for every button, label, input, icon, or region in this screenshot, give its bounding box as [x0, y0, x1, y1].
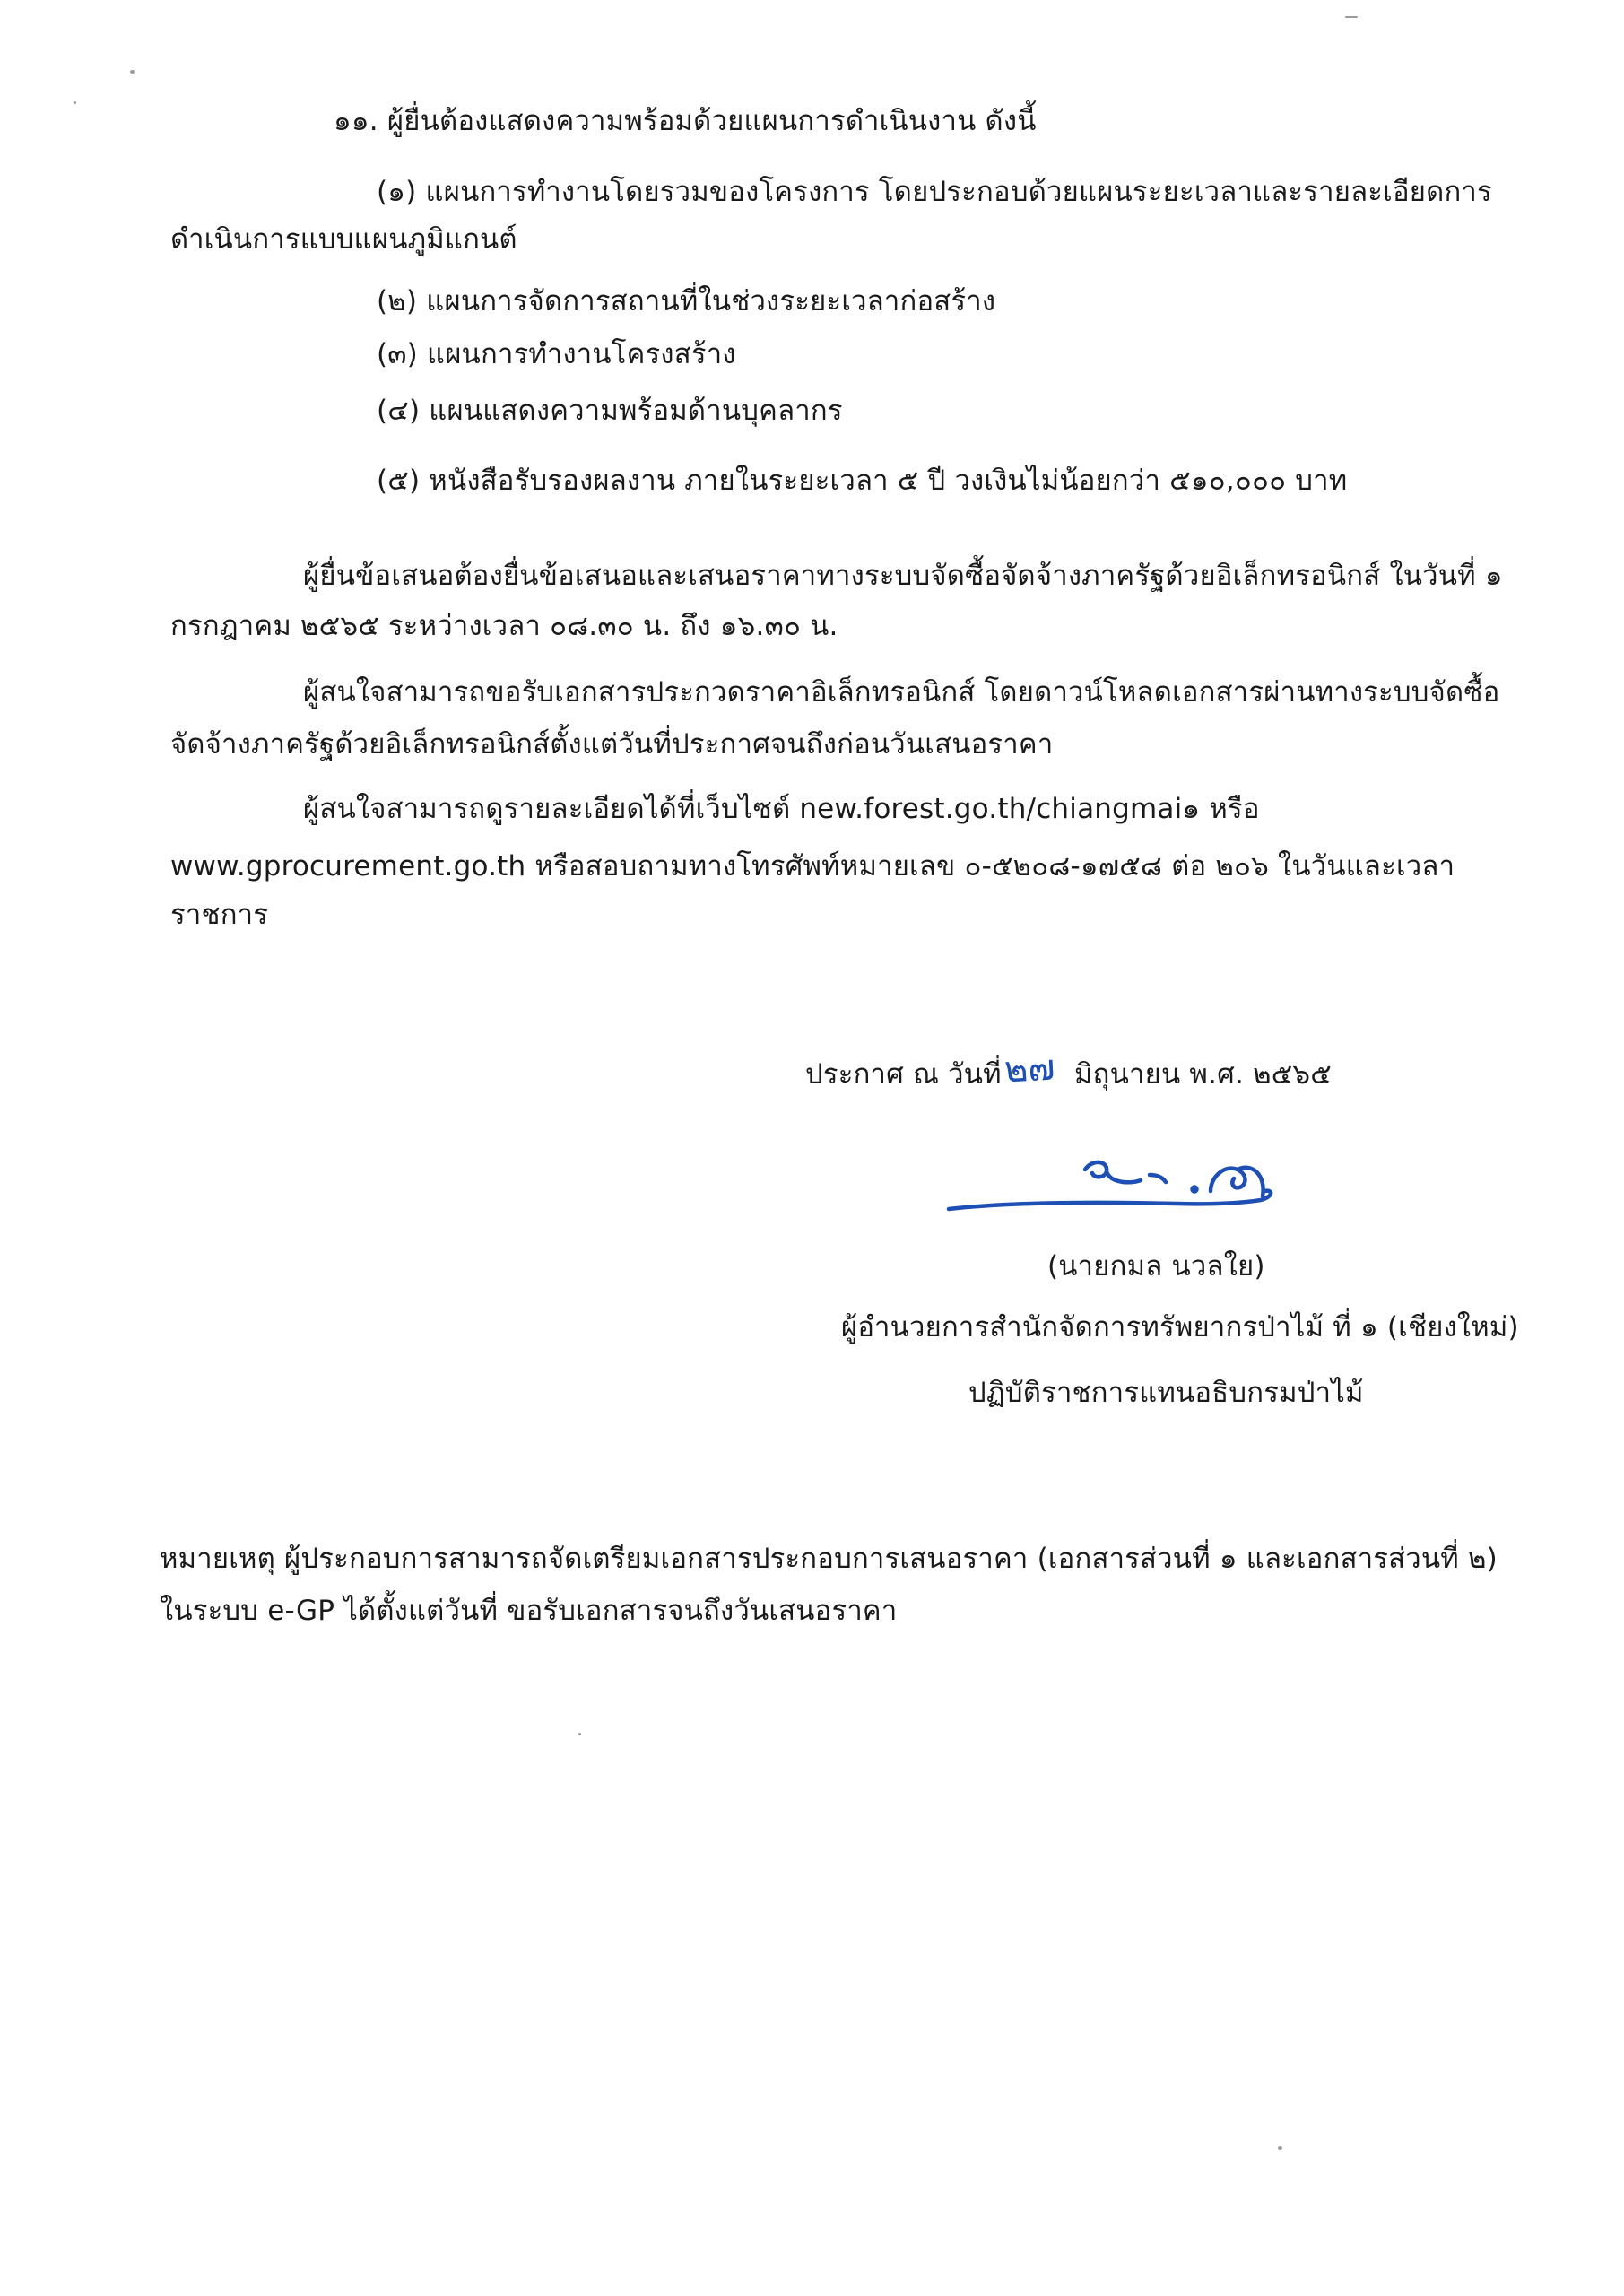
signature-image	[942, 1137, 1318, 1236]
plan-2: (๒) แผนการจัดการสถานที่ในช่วงระยะเวลาก่อสร้าง	[377, 285, 996, 317]
plan-1-line-2: ดำเนินการแบบแผนภูมิแกนต์	[170, 223, 517, 256]
plan-4: (๔) แผนแสดงความพร้อมด้านบุคลากร	[377, 395, 843, 427]
announcement-date-prefix: ประกาศ ณ วันที่	[805, 1058, 1002, 1091]
plan-1-line-1: (๑) แผนการทำงานโดยรวมของโครงการ โดยประกอบด้วยแผนระยะเวลาและรายละเอียดการ	[377, 176, 1492, 208]
signer-acting-capacity: ปฏิบัติราชการแทนอธิบกรมป่าไม้	[968, 1377, 1364, 1409]
download-paragraph-line-1: ผู้สนใจสามารถขอรับเอกสารประกวดราคาอิเล็กทรอนิกส์ โดยดาวน์โหลดเอกสารผ่านทางระบบจัดซื้อ	[303, 676, 1500, 709]
submission-paragraph-line-2: กรกฎาคม ๒๕๖๕ ระหว่างเวลา ๐๘.๓๐ น. ถึง ๑๖.๓๐ น.	[170, 610, 838, 642]
submission-paragraph-line-1: ผู้ยื่นข้อเสนอต้องยื่นข้อเสนอและเสนอราคาทางระบบจัดซื้อจัดจ้างภาครัฐด้วยอิเล็กทรอนิกส์ ในวันที่ ๑	[303, 560, 1503, 592]
scan-speck	[578, 1733, 581, 1735]
item11-heading: ๑๑. ผู้ยื่นต้องแสดงความพร้อมด้วยแผนการดำเนินงาน ดังนี้	[334, 105, 1037, 137]
remark-line-1: หมายเหตุ ผู้ประกอบการสามารถจัดเตรียมเอกสารประกอบการเสนอราคา (เอกสารส่วนที่ ๑ และเอกสารส่วนที่ ๒)	[160, 1543, 1498, 1575]
contact-paragraph-line-3: ราชการ	[170, 899, 269, 931]
scan-speck	[130, 70, 135, 74]
scan-speck	[1345, 16, 1358, 18]
signer-name: (นายกมล นวลใย)	[1047, 1250, 1265, 1283]
scan-speck	[1278, 2146, 1282, 2150]
scan-speck	[74, 101, 76, 104]
plan-3: (๓) แผนการทำงานโครงสร้าง	[377, 338, 736, 370]
remark-line-2: ในระบบ e-GP ได้ตั้งแต่วันที่ ขอรับเอกสารจนถึงวันเสนอราคา	[160, 1595, 898, 1627]
contact-paragraph-line-2: www.gprocurement.go.th หรือสอบถามทางโทรศัพท์หมายเลข ๐-๕๒๐๘-๑๗๕๘ ต่อ ๒๐๖ ในวันและเวลา	[170, 850, 1455, 883]
plan-5: (๕) หนังสือรับรองผลงาน ภายในระยะเวลา ๕ ปี วงเงินไม่น้อยกว่า ๕๑๐,๐๐๐ บาท	[377, 465, 1348, 497]
handwritten-day: ๒๗	[1003, 1047, 1056, 1091]
download-paragraph-line-2: จัดจ้างภาครัฐด้วยอิเล็กทรอนิกส์ตั้งแต่วันที่ประกาศจนถึงก่อนวันเสนอราคา	[170, 728, 1054, 761]
contact-paragraph-line-1: ผู้สนใจสามารถดูรายละเอียดได้ที่เว็บไซต์ new.forest.go.th/chiangmai๑ หรือ	[303, 793, 1260, 825]
signer-title: ผู้อำนวยการสำนักจัดการทรัพยากรป่าไม้ ที่ ๑ (เชียงใหม่)	[841, 1311, 1519, 1344]
announcement-date-suffix: มิถุนายน พ.ศ. ๒๕๖๕	[1074, 1058, 1332, 1091]
